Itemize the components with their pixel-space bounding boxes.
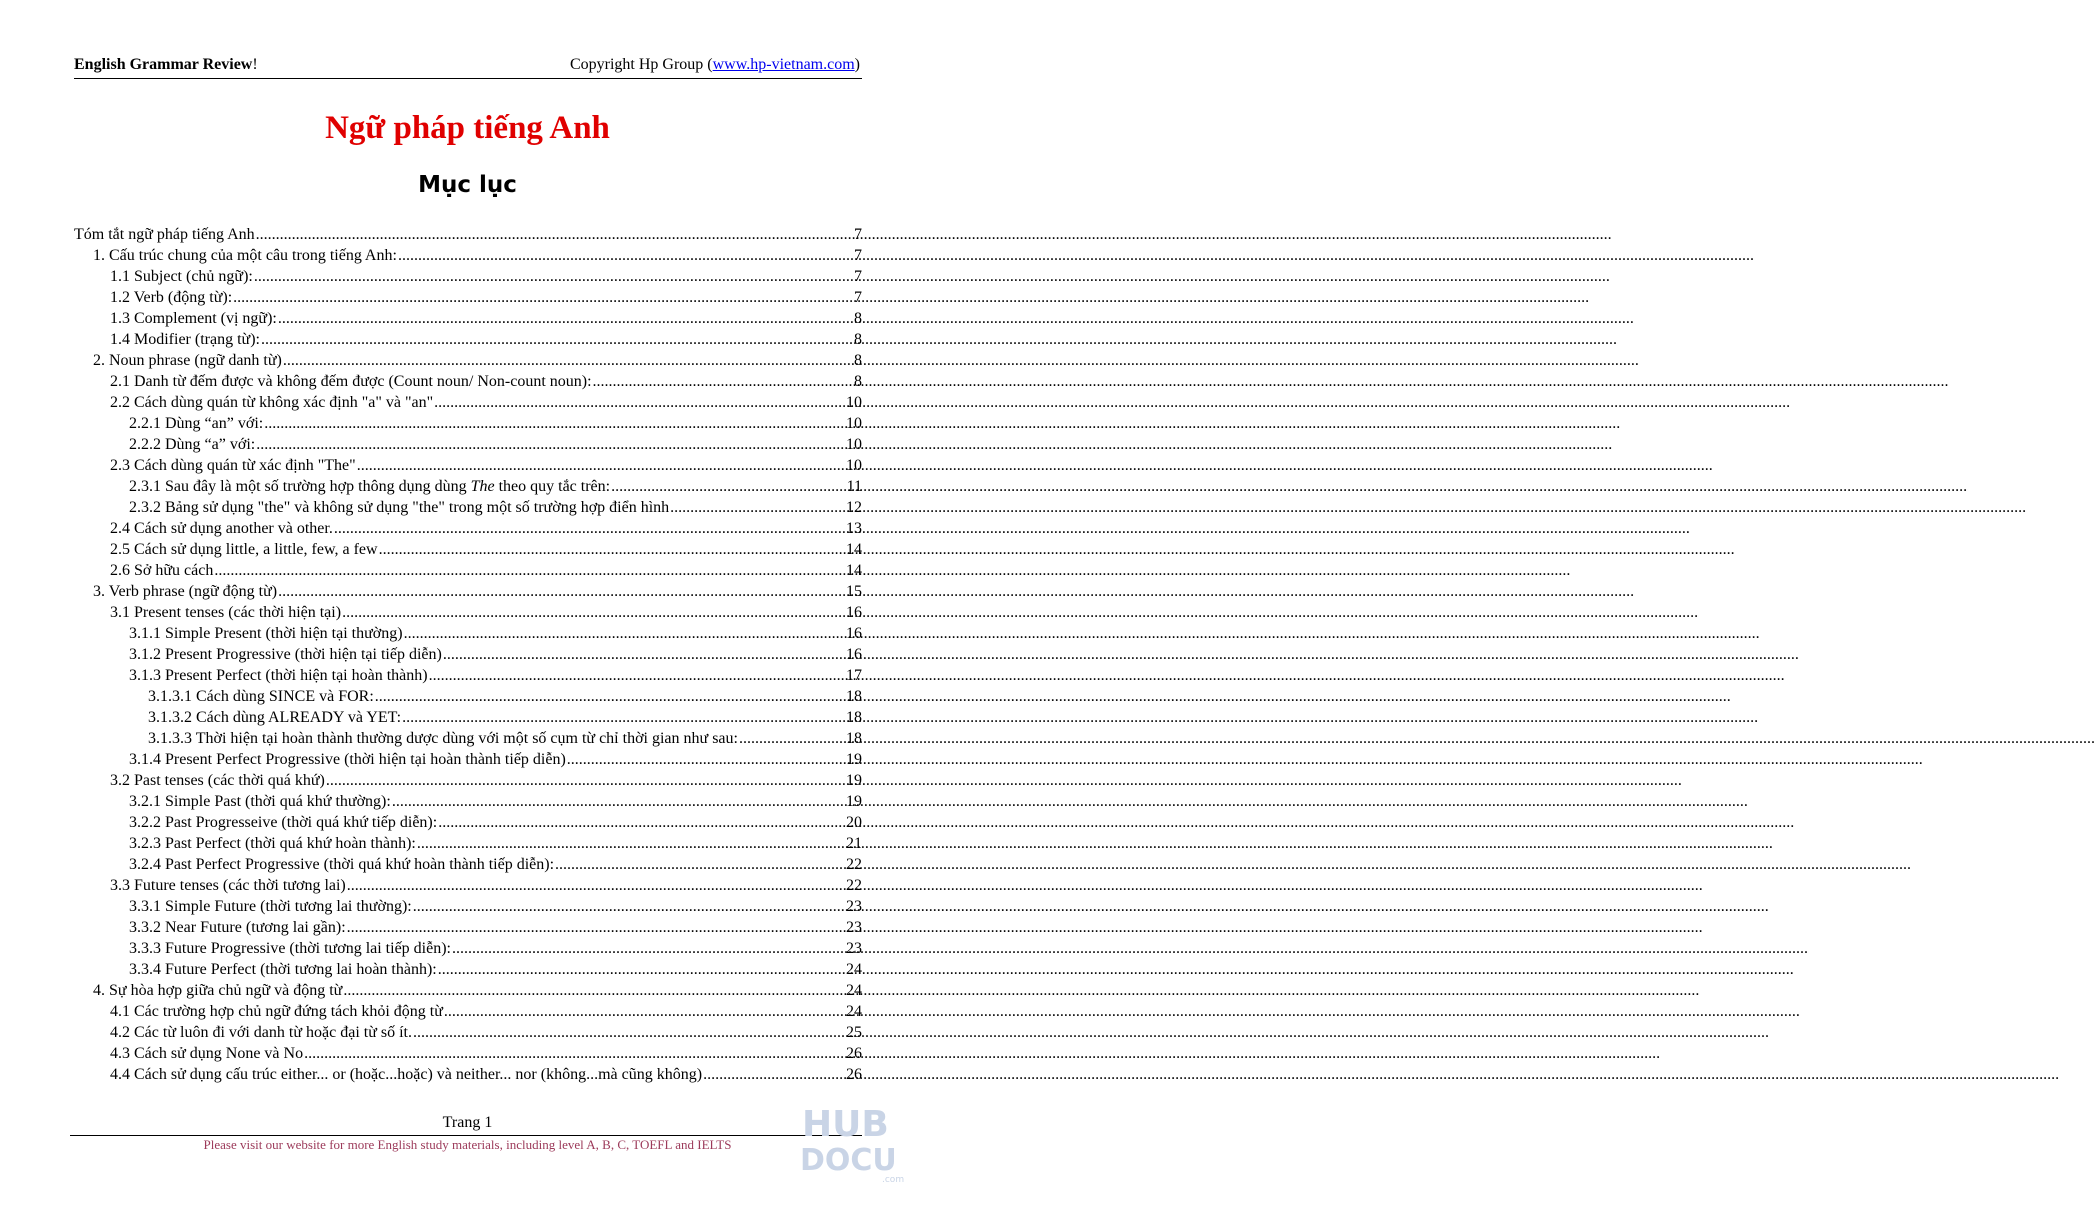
toc-dot-leader <box>413 896 843 917</box>
toc-dot-leader <box>555 854 843 875</box>
toc-dot-leader <box>256 434 843 455</box>
toc-entry[interactable] <box>74 749 862 770</box>
toc-entry[interactable] <box>74 980 862 1001</box>
toc-entry-title: 3. Verb phrase (ngữ động từ) <box>93 583 278 600</box>
toc-dot-leader <box>438 812 843 833</box>
toc-entry-title: 2.2 Cách dùng quán từ không xác định "a" và "an" <box>110 394 434 411</box>
toc-entry-page: 16 <box>846 604 862 621</box>
toc-dot-leader <box>404 623 843 644</box>
watermark-line1: HUB <box>802 1104 889 1145</box>
toc-entry[interactable] <box>74 245 862 266</box>
toc-heading: Mục lục <box>418 172 517 198</box>
toc-dot-leader <box>452 938 843 959</box>
toc-entry-page: 10 <box>846 394 862 411</box>
toc-entry-page: 8 <box>854 310 862 327</box>
toc-entry-page: 23 <box>846 919 862 936</box>
toc-entry-title: 1.3 Complement (vị ngữ): <box>110 310 277 327</box>
toc-entry-page: 10 <box>846 457 862 474</box>
toc-entry-page: 21 <box>846 835 862 852</box>
toc-dot-leader <box>567 749 843 770</box>
toc-entry-title: 3.2 Past tenses (các thời quá khứ) <box>110 772 325 789</box>
toc-dot-leader <box>278 308 851 329</box>
toc-entry-page: 7 <box>854 247 862 264</box>
toc-entry[interactable] <box>74 812 862 833</box>
toc-dot-leader <box>214 560 843 581</box>
toc-dot-leader <box>443 644 843 665</box>
toc-entry-title: 3.1 Present tenses (các thời hiện tại) <box>110 604 342 621</box>
toc-entry-page: 8 <box>854 331 862 348</box>
toc-entry[interactable] <box>74 371 862 392</box>
toc-entry-title: 1.2 Verb (động từ): <box>110 289 233 306</box>
toc-entry-page: 19 <box>846 793 862 810</box>
toc-entry-title: 3.2.2 Past Progresseive (thời quá khứ tiếp diễn): <box>129 814 438 831</box>
toc-entry[interactable] <box>74 959 862 980</box>
toc-dot-leader <box>398 245 851 266</box>
toc-dot-leader <box>402 707 843 728</box>
toc-entry-page: 16 <box>846 625 862 642</box>
toc-entry-page: 18 <box>846 730 862 747</box>
toc-entry-page: 23 <box>846 898 862 915</box>
toc-dot-leader <box>593 371 851 392</box>
toc-entry-title: 2.4 Cách sử dụng another và other. <box>110 520 333 537</box>
toc-entry-page: 14 <box>846 562 862 579</box>
toc-entry-title: 3.3.4 Future Perfect (thời tương lai hoàn thành): <box>129 961 437 978</box>
toc-dot-leader <box>413 1022 843 1043</box>
toc-entry-title: 4.3 Cách sử dụng None và No <box>110 1045 304 1062</box>
toc-entry-page: 17 <box>846 667 862 684</box>
toc-entry-title: 2.6 Sở hữu cách <box>110 562 214 579</box>
toc-dot-leader <box>379 539 843 560</box>
page-header <box>74 56 862 79</box>
toc-entry[interactable] <box>74 707 862 728</box>
toc-entry-title: 3.1.2 Present Progressive (thời hiện tại tiếp diễn) <box>129 646 442 663</box>
toc-dot-leader <box>444 1001 843 1022</box>
toc-entry[interactable] <box>74 308 862 329</box>
toc-entry[interactable] <box>74 917 862 938</box>
toc-entry-page: 22 <box>846 856 862 873</box>
toc-entry-page: 10 <box>846 415 862 432</box>
toc-entry-title: 3.1.4 Present Perfect Progressive (thời hiện tại hoàn thành tiếp diễn) <box>129 751 566 768</box>
toc-entry-page: 24 <box>846 982 862 999</box>
toc-entry[interactable] <box>74 539 862 560</box>
header-website-link[interactable]: www.hp-vietnam.com <box>712 56 855 73</box>
toc-entry-title: 4.2 Các từ luôn đi với danh từ hoặc đại từ số ít. <box>110 1024 412 1041</box>
toc-entry-title: 2.3 Cách dùng quán từ xác định "The" <box>110 457 356 474</box>
toc-entry-title: 1. Cấu trúc chung của một câu trong tiếng Anh: <box>93 247 397 264</box>
toc-entry[interactable] <box>74 413 862 434</box>
toc-dot-leader <box>334 518 843 539</box>
header-copyright: Copyright Hp Group (www.hp-vietnam.com) <box>569 56 860 73</box>
toc-entry-title: 3.1.3.2 Cách dùng ALREADY và YET: <box>148 709 402 726</box>
toc-dot-leader <box>256 224 851 245</box>
toc-dot-leader <box>261 329 851 350</box>
toc-entry[interactable] <box>74 224 862 245</box>
toc-entry-page: 23 <box>846 940 862 957</box>
toc-entry[interactable] <box>74 434 862 455</box>
toc-entry-title: 2.3.1 Sau đây là một số trường hợp thông dụng dùng The theo quy tắc trên: <box>129 478 611 495</box>
toc-entry[interactable] <box>74 518 862 539</box>
toc-entry-page: 24 <box>846 1003 862 1020</box>
toc-entry-page: 14 <box>846 541 862 558</box>
toc-entry[interactable] <box>74 329 862 350</box>
toc-dot-leader <box>434 392 843 413</box>
toc-entry-title: 2. Noun phrase (ngữ danh từ) <box>93 352 282 369</box>
toc-entry[interactable] <box>74 854 862 875</box>
toc-entry[interactable] <box>74 938 862 959</box>
toc-entry-page: 19 <box>846 772 862 789</box>
toc-entry-title: 4.4 Cách sử dụng cấu trúc either... or (hoặc...hoặc) và neither... nor (không...mà cũng không) <box>110 1066 703 1083</box>
toc-entry-page: 24 <box>846 961 862 978</box>
toc-entry-title: 3.3.3 Future Progressive (thời tương lai tiếp diễn): <box>129 940 451 957</box>
toc-entry-title: 4. Sự hòa hợp giữa chủ ngữ và động từ <box>93 982 343 999</box>
toc-entry-title: 3.3.2 Near Future (tương lai gần): <box>129 919 346 936</box>
document-title: Ngữ pháp tiếng Anh <box>325 110 610 146</box>
footer-divider <box>70 1135 862 1136</box>
toc-dot-leader <box>357 455 843 476</box>
table-of-contents <box>74 224 862 1085</box>
toc-dot-leader <box>342 602 843 623</box>
toc-dot-leader <box>254 266 851 287</box>
toc-dot-leader <box>347 917 843 938</box>
watermark-suffix: .com <box>882 1175 905 1185</box>
toc-entry[interactable] <box>74 266 862 287</box>
toc-entry[interactable] <box>74 455 862 476</box>
toc-entry-page: 25 <box>846 1024 862 1041</box>
toc-entry-page: 26 <box>846 1066 862 1083</box>
toc-entry[interactable] <box>74 392 862 413</box>
toc-entry[interactable] <box>74 602 862 623</box>
page-number: Trang 1 <box>442 1114 493 1131</box>
watermark-line2: DOCU <box>800 1143 897 1178</box>
toc-entry-page: 18 <box>846 709 862 726</box>
toc-entry-page: 26 <box>846 1045 862 1062</box>
toc-entry-title: 1.4 Modifier (trạng từ): <box>110 331 260 348</box>
toc-dot-leader <box>703 1064 843 1085</box>
toc-entry-page: 12 <box>846 499 862 516</box>
toc-entry-page: 7 <box>854 226 862 243</box>
toc-entry-title: 3.2.1 Simple Past (thời quá khứ thường): <box>129 793 391 810</box>
document-page <box>0 0 935 1210</box>
footer-note: Please visit our website for more English study materials, including level A, B, C, TOEFL and IELTS <box>203 1137 732 1152</box>
toc-entry[interactable] <box>74 1022 862 1043</box>
toc-entry-title: 3.1.1 Simple Present (thời hiện tại thường) <box>129 625 403 642</box>
toc-entry-page: 11 <box>846 478 862 495</box>
toc-dot-leader <box>375 686 843 707</box>
toc-entry[interactable] <box>74 560 862 581</box>
toc-entry[interactable] <box>74 686 862 707</box>
toc-entry[interactable] <box>74 728 862 749</box>
toc-entry-title: 3.2.3 Past Perfect (thời quá khứ hoàn thành): <box>129 835 416 852</box>
toc-entry[interactable] <box>74 497 862 518</box>
toc-entry[interactable] <box>74 1064 862 1085</box>
toc-entry-title: 3.3.1 Simple Future (thời tương lai thường): <box>129 898 412 915</box>
toc-entry-title: 2.2.2 Dùng “a” với: <box>129 436 256 453</box>
toc-entry-title: 3.1.3.1 Cách dùng SINCE và FOR: <box>148 688 374 705</box>
toc-dot-leader <box>429 665 843 686</box>
toc-entry-page: 10 <box>846 436 862 453</box>
toc-dot-leader <box>739 728 843 749</box>
toc-entry-title: 2.2.1 Dùng “an” với: <box>129 415 264 432</box>
toc-entry-page: 20 <box>846 814 862 831</box>
toc-dot-leader <box>670 497 843 518</box>
toc-entry-page: 8 <box>854 352 862 369</box>
toc-entry-title: Tóm tắt ngữ pháp tiếng Anh <box>74 226 255 243</box>
hubdocu-watermark-logo <box>798 1100 908 1185</box>
toc-dot-leader <box>264 413 843 434</box>
toc-entry-page: 16 <box>846 646 862 663</box>
toc-entry-title: 2.5 Cách sử dụng little, a little, few, a few <box>110 541 378 558</box>
toc-entry[interactable] <box>74 791 862 812</box>
toc-dot-leader <box>233 287 851 308</box>
toc-dot-leader <box>347 875 843 896</box>
toc-entry-title: 2.3.2 Bảng sử dụng "the" và không sử dụng "the" trong một số trường hợp điển hình <box>129 499 670 516</box>
toc-entry[interactable] <box>74 1001 862 1022</box>
toc-dot-leader <box>278 581 843 602</box>
toc-entry-page: 7 <box>854 289 862 306</box>
toc-entry[interactable] <box>74 581 862 602</box>
toc-entry[interactable] <box>74 833 862 854</box>
toc-entry[interactable] <box>74 875 862 896</box>
toc-entry-page: 7 <box>854 268 862 285</box>
toc-entry-page: 15 <box>846 583 862 600</box>
toc-entry-title: 3.1.3 Present Perfect (thời hiện tại hoàn thành) <box>129 667 428 684</box>
toc-dot-leader <box>304 1043 843 1064</box>
toc-entry-title: 2.1 Danh từ đếm được và không đếm được (Count noun/ Non-count noun): <box>110 373 592 390</box>
toc-dot-leader <box>326 770 843 791</box>
toc-dot-leader <box>392 791 843 812</box>
toc-entry-title: 3.3 Future tenses (các thời tương lai) <box>110 877 346 894</box>
toc-dot-leader <box>611 476 844 497</box>
toc-entry-page: 18 <box>846 688 862 705</box>
toc-entry[interactable] <box>74 476 862 497</box>
toc-entry-title: 3.1.3.3 Thời hiện tại hoàn thành thường dược dùng với một số cụm từ chỉ thời gian như sau: <box>148 730 738 747</box>
toc-entry[interactable] <box>74 623 862 644</box>
toc-entry[interactable] <box>74 644 862 665</box>
toc-entry[interactable] <box>74 770 862 791</box>
toc-entry[interactable] <box>74 287 862 308</box>
toc-entry-title: 1.1 Subject (chủ ngữ): <box>110 268 253 285</box>
toc-entry-title: 3.2.4 Past Perfect Progressive (thời quá khứ hoàn thành tiếp diễn): <box>129 856 555 873</box>
toc-dot-leader <box>417 833 843 854</box>
toc-entry-page: 22 <box>846 877 862 894</box>
toc-entry[interactable] <box>74 350 862 371</box>
toc-entry-page: 13 <box>846 520 862 537</box>
header-title: English Grammar Review! <box>74 56 258 73</box>
toc-entry[interactable] <box>74 665 862 686</box>
toc-dot-leader <box>343 980 843 1001</box>
toc-entry-page: 8 <box>854 373 862 390</box>
toc-dot-leader <box>438 959 843 980</box>
toc-entry[interactable] <box>74 1043 862 1064</box>
toc-entry-title: 4.1 Các trường hợp chủ ngữ đứng tách khỏi động từ <box>110 1003 443 1020</box>
toc-entry-page: 19 <box>846 751 862 768</box>
toc-entry[interactable] <box>74 896 862 917</box>
toc-dot-leader <box>283 350 851 371</box>
